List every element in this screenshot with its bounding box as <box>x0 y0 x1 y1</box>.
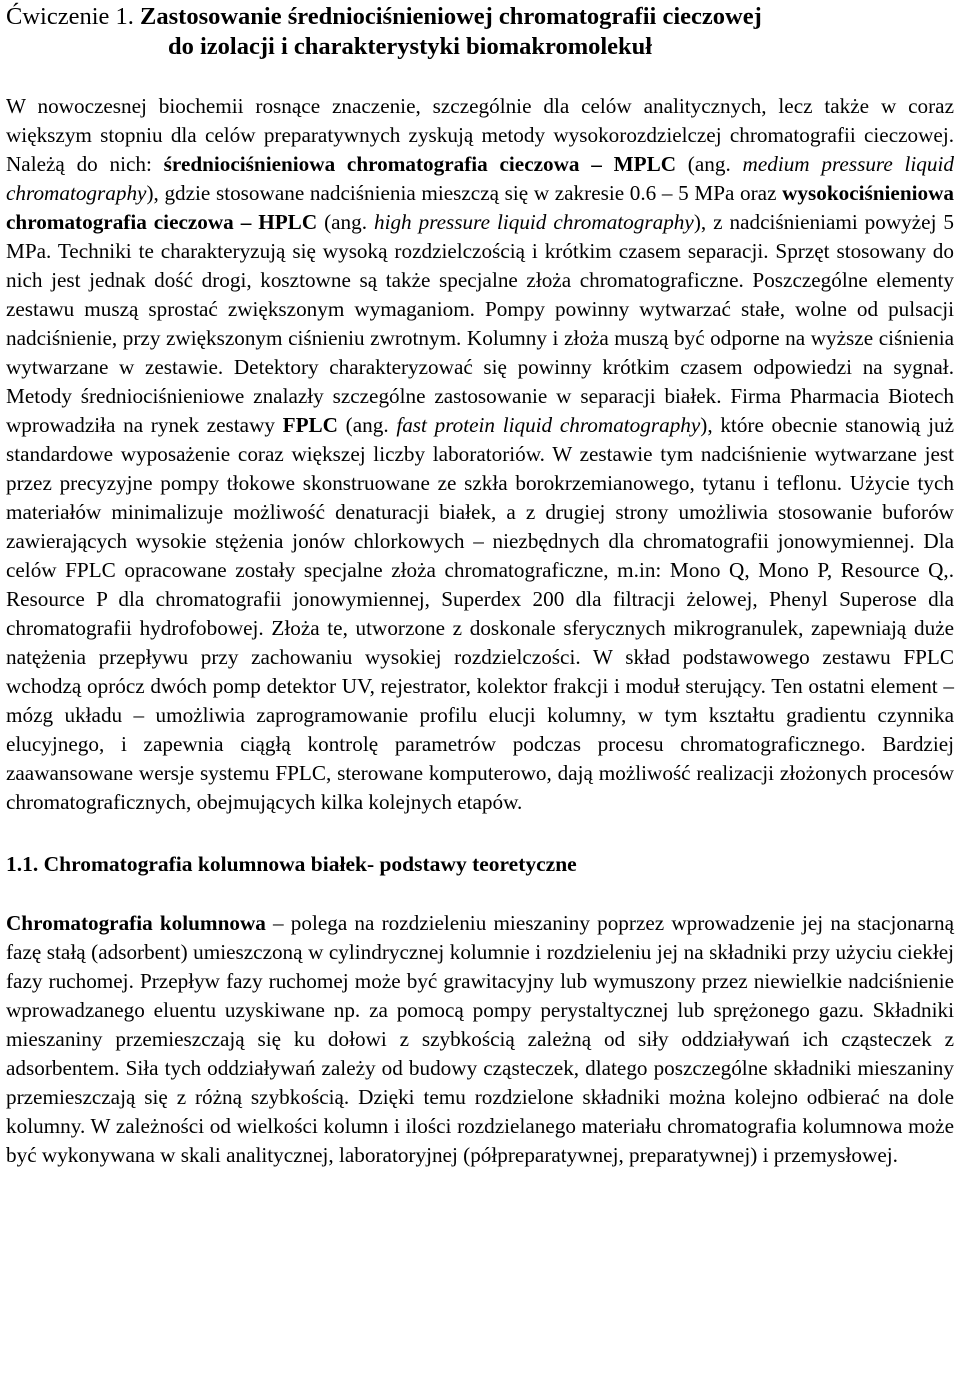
term-mplc-english: medium pressure liquid chromatography <box>6 152 954 205</box>
intro-text-2: (ang. <box>676 152 743 176</box>
intro-text-3: ), gdzie stosowane nadciśnienia mieszczą się w zakresie 0.6 – 5 MPa oraz <box>146 181 783 205</box>
document-title <box>6 2 954 62</box>
term-fplc-english: fast protein liquid chromatography <box>396 413 701 437</box>
section-heading: 1.1. Chromatografia kolumnowa białek- podstawy teoretyczne <box>6 852 577 876</box>
column-chromatography-paragraph <box>6 909 954 1170</box>
intro-text-5: ), z nadciśnieniami powyżej 5 MPa. Techniki te charakteryzują się wysoką rozdzielczością i krótkim czasem separacji. Sprzęt stosowany do nich jest jednak dość drogi, kosztowne są także specjalne złoża chromatograficzne. Poszczególne elementy zestawu muszą sprostać zwiększonym wymaganiom. Pompy powinny wytwarzać stałe, wolne od pulsacji nadciśnienie, przy zwiększonym ciśnieniu zwrotnym. Kolumny i złoża muszą być odporne na wyższe ciśnienia wytwarzane w zestawie. Detektory charakteryzować się powinny krótkim czasem odpowiedzi na sygnał. Metody średniociśnieniowe znalazły szczególne zastosowanie w separacji białek. Firma Pharmacia Biotech wprowadziła na rynek zestawy <box>6 210 955 437</box>
intro-text-6: (ang. <box>337 413 397 437</box>
term-mplc: średniociśnieniowa chromatografia cieczowa – MPLC <box>163 152 677 176</box>
term-column-chromatography: Chromatografia kolumnowa <box>6 911 266 935</box>
exercise-number: Ćwiczenie 1. <box>6 3 141 30</box>
intro-text-4: (ang. <box>317 210 374 234</box>
column-chromatography-text: – polega na rozdzieleniu mieszaniny poprzez wprowadzenie jej na stacjonarną fazę stałą (adsorbent) umieszczoną w cylindrycznej kolumnie i rozdzieleniu jej na składniki przy użyciu ciekłej fazy ruchomej. Przepływ fazy ruchomej może być grawitacyjny lub wymuszony przez niewielkie nadciśnienie wprowadzanego eluentu uzyskiwane np. za pomocą pompy perystaltycznej lub sprężonego gazu. Składniki mieszaniny przemieszczają się ku dołowi z szybkością zależną od siły oddziaływań ich cząsteczek z adsorbentem. Siła tych oddziaływań zależy od budowy cząsteczek, dlatego poszczególne składniki mieszaniny przemieszczają się z różną szybkością. Dzięki temu rozdzielone składniki można kolejno odbierać na dole kolumny. W zależności od wielkości kolumn i ilości rozdzielanego materiału chromatografia kolumnowa może być wykonywana w skali analitycznej, laboratoryjnej (półpreparatywnej, preparatywnej) i przemysłowej. <box>6 911 954 1167</box>
term-fplc: FPLC <box>282 413 338 437</box>
intro-text-1: W nowoczesnej biochemii rosnące znaczenie, szczególnie dla celów analitycznych, lecz także w coraz większym stopniu dla celów preparatywnych zyskują metody wysokorozdzielczej chromatografii cieczowej. Należą do nich: <box>6 94 954 176</box>
term-hplc-english: high pressure liquid chromatography <box>373 210 694 234</box>
intro-paragraph <box>6 92 954 817</box>
title-line-2: do izolacji i charakterystyki biomakromolekuł <box>168 33 653 60</box>
intro-text-7: ), które obecnie stanowią już standardowe wyposażenie coraz większej liczby laboratoriów. W zestawie tym nadciśnienie wytwarzane jest przez precyzyjne pompy tłokowe skonstruowane ze szkła borokrzemianowego, tytanu i teflonu. Użycie tych materiałów minimalizuje możliwość denaturacji białek, a z drugiej strony umożliwia stosowanie buforów zawierających wysokie stężenia jonów chlorkowych – niezbędnych dla chromatografii jonowymiennej. Dla celów FPLC opracowane zostały specjalne złoża chromatograficzne, m.in: Mono Q, Mono P, Resource Q,. Resource P dla chromatografii jonowymiennej, Superdex 200 dla filtracji żelowej, Phenyl Superose dla chromatografii hydrofobowej. Złoża te, utworzone z doskonale sferycznych mikrogranulek, zapewniają duże natężenia przepływu przy zachowaniu wysokiej rozdzielczości. W skład podstawowego zestawu FPLC wchodzą oprócz dwóch pomp detektor UV, rejestrator, kolektor frakcji i moduł sterujący. Ten ostatni element – mózg układu – umożliwia zaprogramowanie profilu elucji kolumny, w tym kształtu gradientu czynnika elucyjnego, i zapewnia ciągłą kontrolę parametrów podczas procesu chromatograficznego. Bardziej zaawansowane wersje systemu FPLC, sterowane komputerowo, dają możliwość realizacji złożonych procesów chromatograficznych, obejmujących kilka kolejnych etapów. <box>6 413 955 814</box>
title-line-1: Zastosowanie średniociśnieniowej chromatografii cieczowej <box>140 3 762 30</box>
term-hplc: wysokociśnieniowa chromatografia cieczowa – HPLC <box>6 181 954 234</box>
